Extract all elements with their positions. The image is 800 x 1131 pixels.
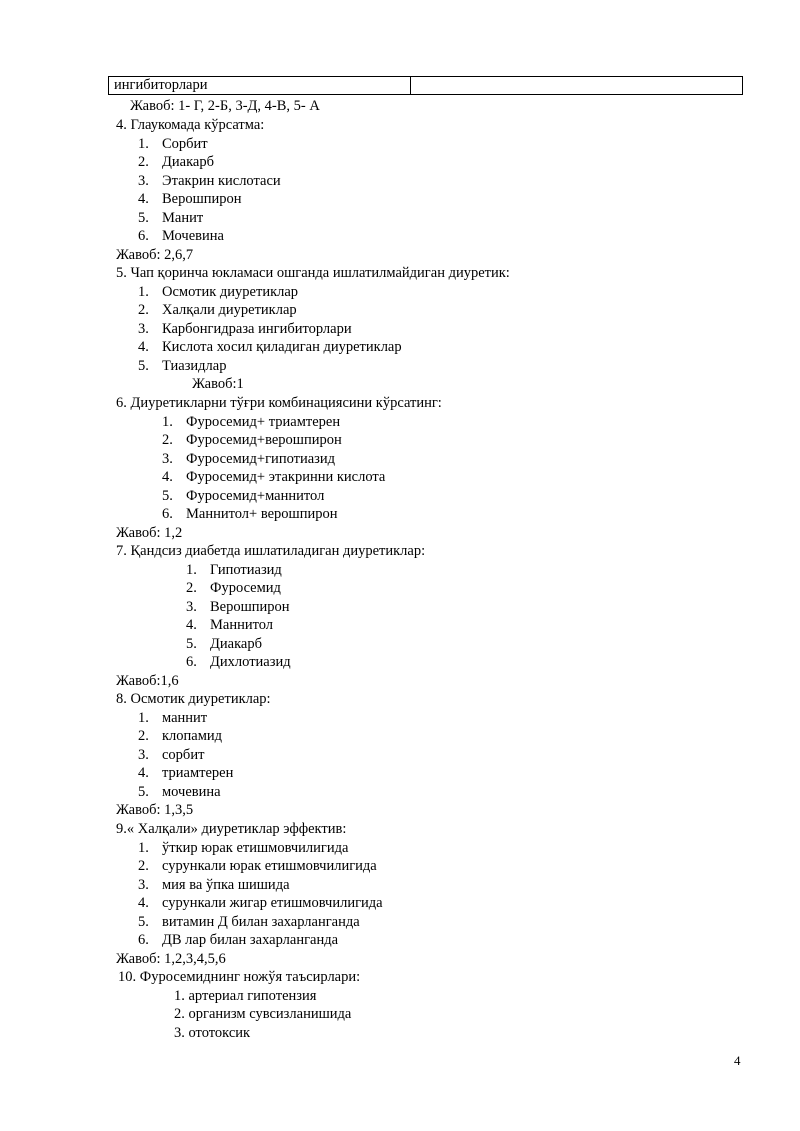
- list-item-text: мочевина: [162, 784, 221, 800]
- answer-line: Жавоб: 2,6,7: [116, 247, 194, 263]
- list-item: [186, 653, 291, 671]
- answer-line: Жавоб: 1,2: [116, 525, 183, 541]
- list-item-number: 5.: [138, 358, 149, 374]
- list-item-text: мия ва ўпка шишида: [162, 877, 290, 893]
- list-item-number: 3.: [186, 599, 197, 615]
- question-title: 9.« Халқали» диуретиклар эффектив:: [116, 821, 347, 837]
- list-item-text: Диакарб: [210, 636, 262, 652]
- list-item: [162, 431, 342, 449]
- question-title: 8. Осмотик диуретиклар:: [116, 691, 271, 707]
- page-number: 4: [734, 1053, 741, 1068]
- list-item-text: Фуросемид+ этакринни кислота: [186, 469, 386, 485]
- list-item-text: сорбит: [162, 747, 205, 763]
- question-title: 5. Чап қоринча юкламаси ошганда ишлатилмайдиган диуретик:: [116, 265, 510, 281]
- list-item: [138, 135, 208, 153]
- list-item-text: Сорбит: [162, 136, 208, 152]
- list-item-number: 1.: [186, 562, 197, 578]
- table-cell-empty: [411, 77, 742, 94]
- list-item-text: витамин Д билан захарланганда: [162, 914, 360, 930]
- list-item: [138, 209, 203, 227]
- list-item: 1. артериал гипотензия: [174, 988, 317, 1004]
- list-item: [138, 764, 233, 782]
- list-item-number: 3.: [138, 877, 149, 893]
- list-item-text: Диакарб: [162, 154, 214, 170]
- list-item: [186, 579, 281, 597]
- list-item: [138, 746, 204, 764]
- list-item: [138, 338, 402, 356]
- list-item-number: 5.: [186, 636, 197, 652]
- list-item-number: 2.: [138, 858, 149, 874]
- list-item-text: Этакрин кислотаси: [162, 173, 281, 189]
- list-item-number: 4.: [138, 895, 149, 911]
- list-item-number: 1.: [162, 414, 173, 430]
- list-item: 3. ототоксик: [174, 1025, 251, 1041]
- answer-line: Жавоб:1: [192, 376, 244, 392]
- table-row: [108, 76, 743, 95]
- list-item-text: Фуросемид: [210, 580, 281, 596]
- list-item-number: 5.: [138, 210, 149, 226]
- list-item-number: 4.: [162, 469, 173, 485]
- list-item-text: Фуросемид+гипотиазид: [186, 451, 336, 467]
- list-item: [162, 487, 324, 505]
- list-item-number: 3.: [162, 451, 173, 467]
- list-item-number: 4.: [138, 339, 149, 355]
- list-item-number: 2.: [186, 580, 197, 596]
- list-item-number: 2.: [138, 154, 149, 170]
- list-item: [138, 190, 242, 208]
- list-item-number: 1.: [138, 710, 149, 726]
- list-item-text: Маннитол: [210, 617, 274, 633]
- list-item-number: 1.: [138, 284, 149, 300]
- list-item-text: Фуросемид+маннитол: [186, 488, 325, 504]
- question-title: 10. Фуросемиднинг ножўя таъсирлари:: [118, 969, 361, 985]
- list-item-text: маннит: [162, 710, 208, 726]
- list-item-number: 3.: [138, 321, 149, 337]
- list-item: [186, 561, 282, 579]
- list-item: [138, 913, 360, 931]
- list-item-number: 3.: [138, 173, 149, 189]
- list-item: [138, 783, 221, 801]
- list-item-text: Кислота хосил қиладиган диуретиклар: [162, 339, 402, 355]
- list-item: [186, 598, 290, 616]
- list-item-text: Мочевина: [162, 228, 224, 244]
- question-title: 4. Глаукомада кўрсатма:: [116, 117, 265, 133]
- list-item-text: Халқали диуретиклар: [162, 302, 297, 318]
- list-item-number: 1.: [138, 840, 149, 856]
- list-item-text: ўткир юрак етишмовчилигида: [162, 840, 349, 856]
- list-item-number: 6.: [138, 932, 149, 948]
- list-item-number: 2.: [138, 302, 149, 318]
- question-title: 6. Диуретикларни тўғри комбинациясини кўрсатинг:: [116, 395, 442, 411]
- list-item: [138, 227, 224, 245]
- list-item-text: Манит: [162, 210, 204, 226]
- table-cell: ингибиторлари: [109, 77, 411, 94]
- list-item-number: 6.: [186, 654, 197, 670]
- list-item-text: Дихлотиазид: [210, 654, 291, 670]
- list-item-text: Осмотик диуретиклар: [162, 284, 299, 300]
- list-item-number: 2.: [138, 728, 149, 744]
- list-item: 2. организм сувсизланишида: [174, 1006, 352, 1022]
- list-item: [138, 931, 338, 949]
- list-item: [138, 727, 222, 745]
- list-item: [138, 153, 214, 171]
- list-item-number: 1.: [138, 136, 149, 152]
- list-item-text: ДВ лар билан захарланганда: [162, 932, 339, 948]
- answer-line: Жавоб:1,6: [116, 673, 179, 689]
- list-item-text: триамтерен: [162, 765, 234, 781]
- answer-line: Жавоб: 1,3,5: [116, 802, 194, 818]
- list-item-number: 4.: [138, 765, 149, 781]
- list-item: [186, 635, 262, 653]
- list-item-number: 4.: [138, 191, 149, 207]
- list-item: [162, 505, 338, 523]
- answer-line: Жавоб: 1,2,3,4,5,6: [116, 951, 226, 967]
- list-item-text: Верошпирон: [162, 191, 242, 207]
- list-item-number: 6.: [162, 506, 173, 522]
- list-item-number: 3.: [138, 747, 149, 763]
- list-item-number: 6.: [138, 228, 149, 244]
- list-item: [162, 468, 385, 486]
- question-title: 7. Қандсиз диабетда ишлатиладиган диуретиклар:: [116, 543, 426, 559]
- list-item-text: сурункали жигар етишмовчилигида: [162, 895, 383, 911]
- list-item-text: сурункали юрак етишмовчилигида: [162, 858, 377, 874]
- list-item-text: Верошпирон: [210, 599, 290, 615]
- list-item: [138, 709, 207, 727]
- list-item: [138, 876, 290, 894]
- list-item: [138, 301, 297, 319]
- list-item-number: 5.: [138, 784, 149, 800]
- list-item: [162, 413, 340, 431]
- list-item: [138, 283, 298, 301]
- list-item-text: Маннитол+ верошпирон: [186, 506, 338, 522]
- list-item-number: 5.: [138, 914, 149, 930]
- list-item-number: 2.: [162, 432, 173, 448]
- list-item-text: Гипотиазид: [210, 562, 282, 578]
- list-item: [138, 894, 383, 912]
- list-item: [138, 857, 377, 875]
- list-item-text: Тиазидлар: [162, 358, 227, 374]
- list-item: [186, 616, 273, 634]
- list-item-text: Фуросемид+ триамтерен: [186, 414, 341, 430]
- list-item-number: 5.: [162, 488, 173, 504]
- list-item: [138, 172, 281, 190]
- answer-line: Жавоб: 1- Г, 2-Б, 3-Д, 4-В, 5- А: [130, 98, 320, 114]
- list-item-text: Карбонгидраза ингибиторлари: [162, 321, 352, 337]
- list-item: [138, 839, 348, 857]
- list-item: [138, 357, 226, 375]
- list-item: [162, 450, 335, 468]
- list-item: [138, 320, 352, 338]
- list-item-number: 4.: [186, 617, 197, 633]
- list-item-text: клопамид: [162, 728, 223, 744]
- list-item-text: Фуросемид+верошпирон: [186, 432, 342, 448]
